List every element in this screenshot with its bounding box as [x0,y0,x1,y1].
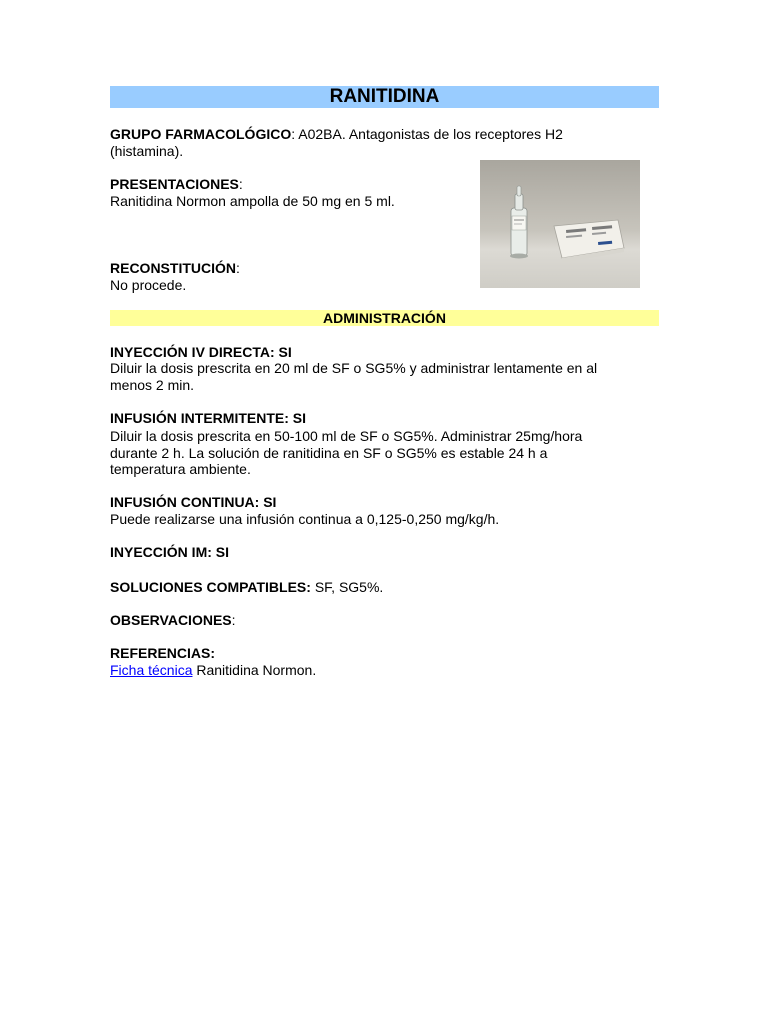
iv-directa-line1: Diluir la dosis prescrita en 20 ml de SF o SG5% y administrar lentamente en al [110,360,598,376]
soluciones-line [110,579,383,596]
referencias-line [110,662,316,679]
observaciones-line [110,612,236,629]
administracion-bar [110,310,659,326]
grupo-sep: : [291,126,296,142]
reconstitucion-label: RECONSTITUCIÓN [110,260,236,276]
presentaciones-heading [110,176,243,193]
observaciones-label: OBSERVACIONES [110,612,232,628]
soluciones-text: SF, SG5%. [314,579,384,595]
ficha-tecnica-link[interactable]: Ficha técnica [110,662,193,678]
referencias-text: Ranitidina Normon. [196,662,317,678]
product-photo [480,160,640,288]
infusion-intermitente-line1: Diluir la dosis prescrita en 50-100 ml de SF o SG5%. Administrar 25mg/hora [110,428,583,444]
grupo-text: A02BA. Antagonistas de los receptores H2 [298,126,563,142]
ampoule-box-photo [480,160,640,288]
infusion-intermitente-label: INFUSIÓN INTERMITENTE: SI [110,410,306,426]
observaciones-sep: : [231,612,236,628]
grupo-label: GRUPO FARMACOLÓGICO [110,126,292,142]
soluciones-label: SOLUCIONES COMPATIBLES: [110,579,311,595]
referencias-label: REFERENCIAS: [110,645,216,661]
grupo-line1 [110,126,659,143]
presentaciones-label: PRESENTACIONES [110,176,239,192]
iv-directa-label: INYECCIÓN IV DIRECTA: SI [110,344,292,360]
presentaciones-text: Ranitidina Normon ampolla de 50 mg en 5 ml. [110,193,395,209]
reconstitucion-heading [110,260,240,277]
infusion-intermitente-line2: durante 2 h. La solución de ranitidina en SF o SG5% es estable 24 h a [110,445,548,461]
iv-directa-line2: menos 2 min. [110,377,195,393]
drug-title: RANITIDINA [329,86,440,107]
reconstitucion-text: No procede. [110,277,187,293]
infusion-intermitente-line3: temperatura ambiente. [110,461,251,477]
inyeccion-im-label: INYECCIÓN IM: SI [110,544,230,560]
administracion-header: ADMINISTRACIÓN [323,310,446,326]
grupo-line2: (histamina). [110,143,184,159]
drug-title-bar [110,86,659,108]
infusion-continua-label: INFUSIÓN CONTINUA: SI [110,494,277,510]
infusion-continua-text: Puede realizarse una infusión continua a 0,125-0,250 mg/kg/h. [110,511,500,527]
reconstitucion-sep: : [236,260,240,276]
presentaciones-sep: : [238,176,243,192]
